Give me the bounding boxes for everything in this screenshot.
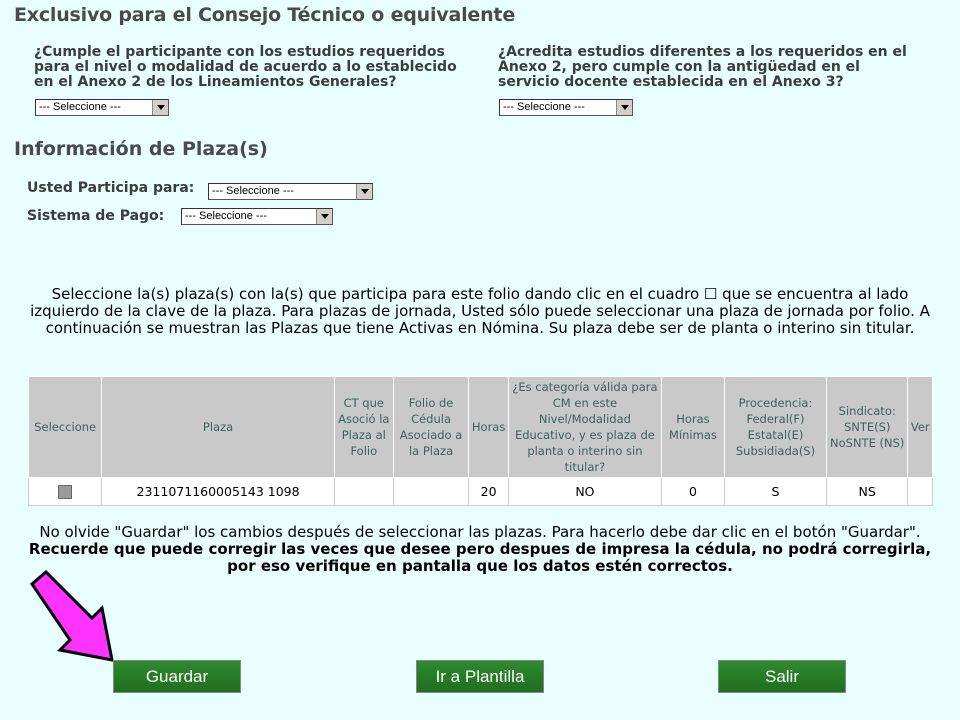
note-normal-text: No olvide "Guardar" los cambios después de seleccionar las plazas. Para hacerlo debe dar clic en el botón "Guardar".: [39, 523, 921, 541]
estudios-requeridos-select[interactable]: [35, 99, 169, 116]
header-plaza: Plaza: [102, 377, 334, 478]
plaza-checkbox[interactable]: [58, 485, 72, 499]
ir-plantilla-button[interactable]: Ir a Plantilla: [416, 660, 544, 693]
plaza-cell: 2311071160005143 1098: [102, 478, 334, 506]
sindicato-cell: NS: [826, 478, 908, 506]
participa-select[interactable]: [208, 183, 373, 200]
note-bold-text: Recuerde que puede corregir las veces que desee pero despues de impresa la cédula, no podrá corregirla, por eso verifique en pantalla que los datos estén correctos.: [28, 540, 932, 575]
header-ver: Ver: [908, 377, 933, 478]
header-sindicato: Sindicato: SNTE(S) NoSNTE (NS): [826, 377, 908, 478]
horas-minimas-cell: 0: [661, 478, 724, 506]
save-reminder-note: [28, 524, 932, 575]
select-value: --- Seleccione ---: [212, 185, 294, 197]
plaza-title: Información de Plaza(s): [14, 138, 268, 160]
question-line: servicio docente establecida en el Anexo 3?: [498, 74, 844, 90]
salir-button[interactable]: Salir: [718, 660, 846, 693]
question-line: ¿Cumple el participante con los estudios requeridos: [34, 44, 445, 60]
header-horas: Horas: [469, 377, 509, 478]
question-estudios-requeridos: [34, 45, 457, 90]
chevron-down-icon[interactable]: [616, 100, 632, 115]
valida-cell: NO: [508, 478, 661, 506]
question-line: para el nivel o modalidad de acuerdo a lo establecido: [34, 59, 457, 75]
chevron-down-icon[interactable]: [356, 184, 372, 199]
procedencia-cell: S: [725, 478, 827, 506]
select-value: --- Seleccione ---: [185, 210, 267, 222]
sistema-pago-select[interactable]: [181, 208, 333, 225]
table-header-row: [29, 377, 933, 478]
question-estudios-diferentes: [498, 45, 907, 90]
ct-cell: [334, 478, 393, 506]
chevron-down-icon[interactable]: [152, 100, 168, 115]
header-ct: CT que Asoció la Plaza al Folio: [334, 377, 393, 478]
consejo-title: Exclusivo para el Consejo Técnico o equivalente: [14, 4, 516, 26]
folio-cell: [393, 478, 468, 506]
header-seleccione: Seleccione: [29, 377, 102, 478]
sistema-pago-label: Sistema de Pago:: [27, 208, 165, 224]
pointer-arrow-icon: [26, 570, 126, 666]
header-folio: Folio de Cédula Asociado a la Plaza: [393, 377, 468, 478]
select-value: --- Seleccione ---: [503, 101, 585, 113]
instructions-text: Seleccione la(s) plaza(s) con la(s) que participa para este folio dando clic en el cuadro ☐ que se encuentra al lado izquierdo de la clave de la plaza. Para plazas de jornada, Usted sólo puede seleccionar una plaza de jornada por folio. A continuación se muestran las Plazas que tiene Activas en Nómina. Su plaza debe ser de planta o interino sin titular.: [30, 285, 930, 337]
estudios-diferentes-select[interactable]: [499, 99, 633, 116]
select-cell: [29, 478, 102, 506]
guardar-button[interactable]: Guardar: [113, 660, 241, 693]
header-valida: ¿Es categoría válida para CM en este Nivel/Modalidad Educativo, y es plaza de planta o interino sin titular?: [508, 377, 661, 478]
header-horas-minimas: Horas Mínimas: [661, 377, 724, 478]
question-line: ¿Acredita estudios diferentes a los requeridos en el: [498, 44, 907, 60]
chevron-down-icon[interactable]: [316, 209, 332, 224]
ver-cell[interactable]: [908, 478, 933, 506]
header-procedencia: Procedencia: Federal(F) Estatal(E) Subsidiada(S): [725, 377, 827, 478]
horas-cell: 20: [469, 478, 509, 506]
participa-label: Usted Participa para:: [27, 180, 195, 196]
select-value: --- Seleccione ---: [39, 101, 121, 113]
table-row: [29, 478, 933, 506]
question-line: en el Anexo 2 de los Lineamientos Generales?: [34, 74, 397, 90]
question-line: Anexo 2, pero cumple con la antigüedad en el: [498, 59, 860, 75]
plazas-table: [28, 376, 933, 506]
